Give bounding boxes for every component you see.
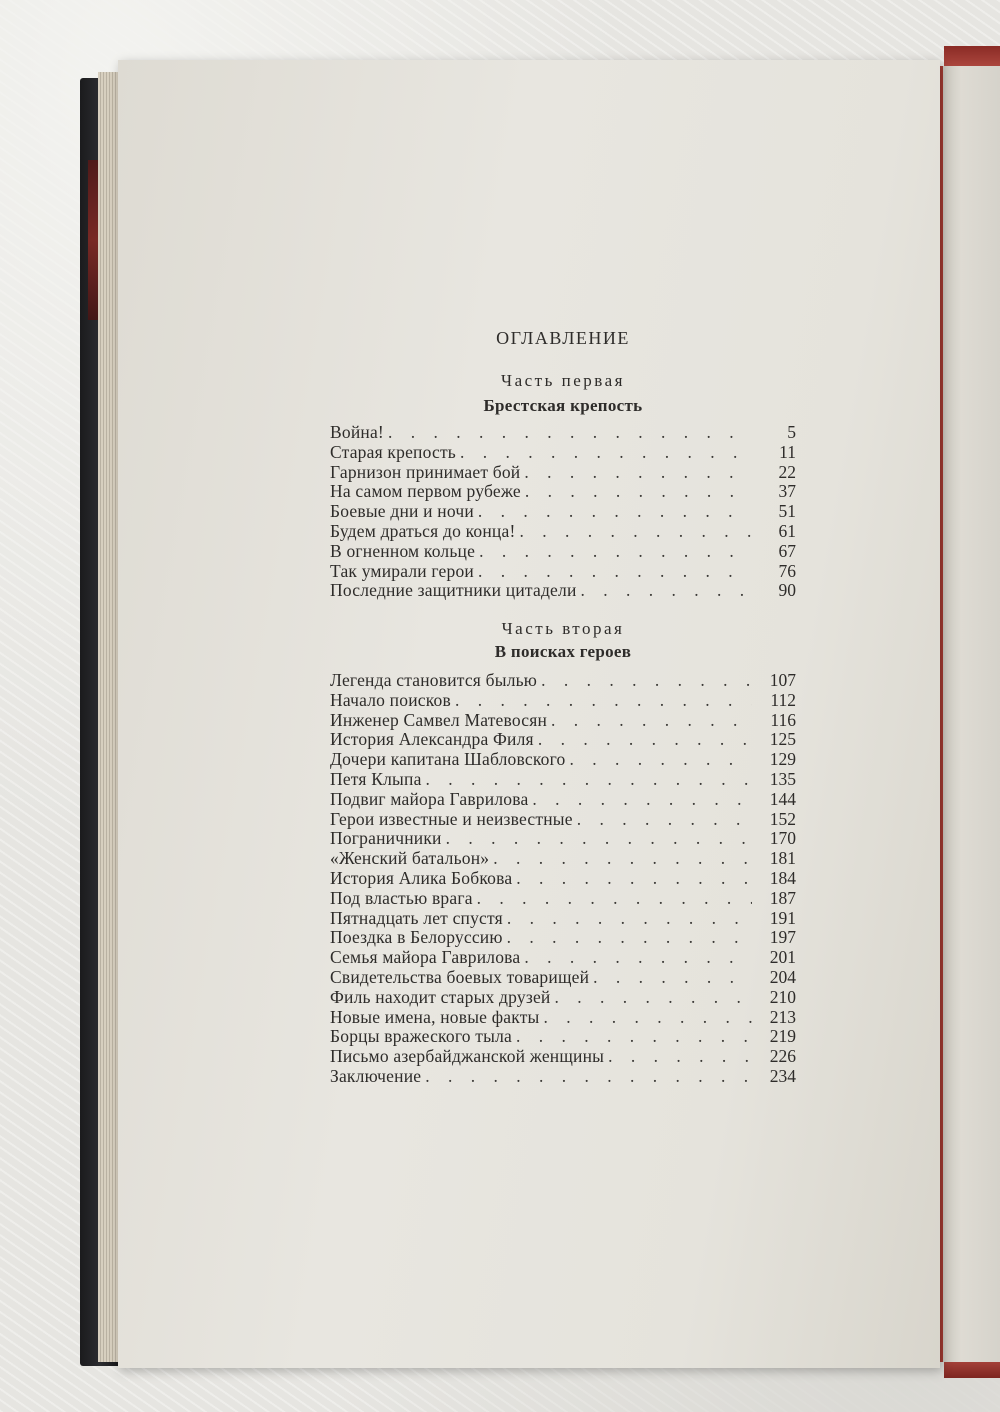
toc-entry bbox=[330, 443, 796, 463]
entry-page: 135 bbox=[769, 768, 796, 789]
entry-page: 112 bbox=[770, 689, 796, 710]
toc-entry bbox=[330, 790, 796, 810]
entry-title: Борцы вражеского тыла bbox=[330, 1026, 512, 1047]
entry-page: 181 bbox=[769, 848, 796, 869]
toc-entry bbox=[330, 1067, 796, 1087]
entry-title: Дочери капитана Шабловского bbox=[330, 749, 566, 770]
part-2-title: В поисках героев bbox=[494, 642, 632, 661]
toc-entry bbox=[330, 750, 796, 770]
toc-entry bbox=[330, 691, 796, 711]
entry-page: 234 bbox=[769, 1065, 796, 1086]
entry-page: 51 bbox=[778, 501, 796, 522]
entry-title: Петя Клыпа bbox=[330, 768, 422, 789]
toc-entry bbox=[330, 909, 796, 929]
entry-title: Герои известные и неизвестные bbox=[330, 808, 573, 829]
entry-title: «Женский батальон» bbox=[330, 848, 490, 869]
entry-page: 90 bbox=[778, 580, 796, 601]
entry-title: В огненном кольце bbox=[330, 540, 476, 561]
entry-page: 197 bbox=[769, 927, 796, 948]
entry-title: Будем драться до конца! bbox=[330, 520, 516, 541]
toc-entry bbox=[330, 671, 796, 691]
entry-page: 76 bbox=[778, 560, 796, 581]
entry-page: 144 bbox=[769, 788, 796, 809]
toc-entry bbox=[330, 542, 796, 562]
toc-title: ОГЛАВЛЕНИЕ bbox=[496, 328, 630, 348]
toc-entry bbox=[330, 869, 796, 889]
toc-entry bbox=[330, 889, 796, 909]
entry-title: Последние защитники цитадели bbox=[330, 580, 577, 601]
entry-page: 219 bbox=[769, 1026, 796, 1047]
entry-title: История Александра Филя bbox=[330, 729, 534, 750]
entry-title: На самом первом рубеже bbox=[330, 481, 521, 502]
entry-page: 22 bbox=[778, 461, 796, 482]
entry-title: Филь находит старых друзей bbox=[330, 986, 551, 1007]
part-2-entries bbox=[330, 671, 796, 1087]
entry-title: Пограничники bbox=[330, 828, 442, 849]
entry-page: 187 bbox=[769, 887, 796, 908]
entry-title: Старая крепость bbox=[330, 441, 456, 462]
toc-entry bbox=[330, 1047, 796, 1067]
entry-page: 67 bbox=[778, 540, 796, 561]
entry-page: 116 bbox=[770, 709, 796, 730]
entry-title: Начало поисков bbox=[330, 689, 451, 710]
toc-entry bbox=[330, 829, 796, 849]
part-1-title: Брестская крепость bbox=[483, 396, 643, 415]
toc-entry bbox=[330, 1008, 796, 1028]
entry-title: Новые имена, новые факты bbox=[330, 1006, 540, 1027]
entry-title: Гарнизон принимает бой bbox=[330, 461, 521, 482]
entry-page: 152 bbox=[769, 808, 796, 829]
entry-page: 129 bbox=[769, 749, 796, 770]
toc-entry bbox=[330, 988, 796, 1008]
toc-entry bbox=[330, 423, 796, 443]
toc-entry bbox=[330, 482, 796, 502]
entry-page: 11 bbox=[779, 441, 796, 462]
entry-page: 61 bbox=[778, 520, 796, 541]
entry-title: Легенда становится былью bbox=[330, 670, 538, 690]
entry-title: Поездка в Белоруссию bbox=[330, 927, 503, 948]
entry-title: История Алика Бобкова bbox=[330, 867, 513, 888]
entry-title: Семья майора Гаврилова bbox=[330, 947, 521, 968]
entry-page: 107 bbox=[769, 670, 796, 690]
part-2-label: Часть вторая bbox=[501, 619, 625, 638]
toc-entry bbox=[330, 968, 796, 988]
toc-entry bbox=[330, 463, 796, 483]
toc-entry bbox=[330, 522, 796, 542]
entry-page: 210 bbox=[769, 986, 796, 1007]
entry-title: Инженер Самвел Матевосян bbox=[330, 709, 548, 730]
entry-page: 213 bbox=[769, 1006, 796, 1027]
toc-entry bbox=[330, 948, 796, 968]
toc-entry bbox=[330, 1027, 796, 1047]
toc-entry bbox=[330, 770, 796, 790]
entry-page: 37 bbox=[778, 481, 796, 502]
part-1-entries bbox=[330, 423, 796, 601]
toc-entry bbox=[330, 810, 796, 830]
entry-page: 201 bbox=[769, 947, 796, 968]
part-1-label: Часть первая bbox=[501, 371, 625, 390]
entry-title: Письмо азербайджанской женщины bbox=[330, 1046, 605, 1067]
entry-page: 5 bbox=[787, 422, 796, 442]
entry-page: 125 bbox=[769, 729, 796, 750]
entry-page: 191 bbox=[769, 907, 796, 928]
toc-entry bbox=[330, 928, 796, 948]
toc-entry bbox=[330, 849, 796, 869]
entry-title: Боевые дни и ночи bbox=[330, 501, 474, 522]
entry-title: Подвиг майора Гаврилова bbox=[330, 788, 529, 809]
toc-entry bbox=[330, 562, 796, 582]
entry-title: Так умирали герои bbox=[330, 560, 474, 581]
entry-title: Война! bbox=[330, 422, 384, 442]
toc-entry bbox=[330, 581, 796, 601]
toc-entry bbox=[330, 730, 796, 750]
entry-title: Пятнадцать лет спустя bbox=[330, 907, 503, 928]
entry-title: Под властью врага bbox=[330, 887, 473, 908]
entry-title: Заключение bbox=[330, 1065, 422, 1086]
toc-entry bbox=[330, 502, 796, 522]
entry-title: Свидетельства боевых товарищей bbox=[330, 966, 590, 987]
toc-entry bbox=[330, 711, 796, 731]
entry-page: 204 bbox=[769, 966, 796, 987]
entry-page: 184 bbox=[769, 867, 796, 888]
entry-page: 226 bbox=[769, 1046, 796, 1067]
entry-page: 170 bbox=[769, 828, 796, 849]
